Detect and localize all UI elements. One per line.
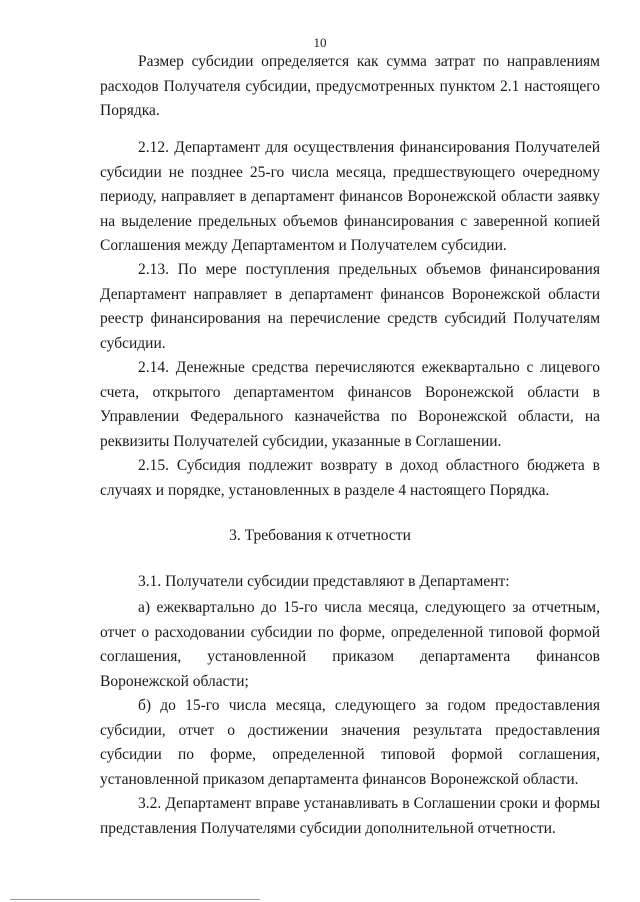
footer-divider (10, 899, 260, 900)
section-heading: 3. Требования к отчетности (229, 527, 411, 544)
paragraph-2-15: 2.15. Субсидия подлежит возврату в доход областного бюджета в случаях и порядке, установленных в разделе 4 настоящего Порядка. (100, 457, 600, 499)
paragraph-2-12: 2.12. Департамент для осуществления финансирования Получателей субсидии не позднее 25-го числа месяца, предшествующего очередному периоду, направляет в департамент финансов Воронежской области заявку на выделение предельных объемов финансирования с заверенной копией Соглашения между Департаментом и Получателем субсидии. (100, 139, 600, 255)
paragraph-3-1: 3.1. Получатели субсидии представляют в Департамент: (138, 573, 510, 590)
paragraph-3-2: 3.2. Департамент вправе устанавливать в Соглашении сроки и формы представления Получателями субсидии дополнительной отчетности. (100, 795, 600, 837)
page-number: 10 (313, 35, 327, 50)
paragraph-3-1-a: а) ежеквартально до 15-го числа месяца, следующего за отчетным, отчет о расходовании субсидии по форме, определенной типовой формой соглашения, установленной приказом департамента финансов Воронежской области; (100, 599, 600, 690)
paragraph-2-14: 2.14. Денежные средства перечисляются ежеквартально с лицевого счета, открытого департаментом финансов Воронежской области в Управлении Федерального казначейства по Воронежской области, на реквизиты Получателей субсидии, указанные в Соглашении. (100, 359, 600, 450)
paragraph-subsidy-size: Размер субсидии определяется как сумма затрат по направлениям расходов Получателя субсидии, предусмотренных пунктом 2.1 настоящего Порядка. (100, 53, 600, 120)
paragraph-3-1-b: б) до 15-го числа месяца, следующего за годом предоставления субсидии, отчет о достижении значения результата предоставления субсидии по форме, определенной типовой формой соглашения, установленной приказом департамента финансов Воронежской области. (100, 697, 600, 788)
paragraph-2-13: 2.13. По мере поступления предельных объемов финансирования Департамент направляет в департамент финансов Воронежской области реестр финансирования на перечисление средств субсидий Получателям субсидии. (100, 261, 600, 352)
